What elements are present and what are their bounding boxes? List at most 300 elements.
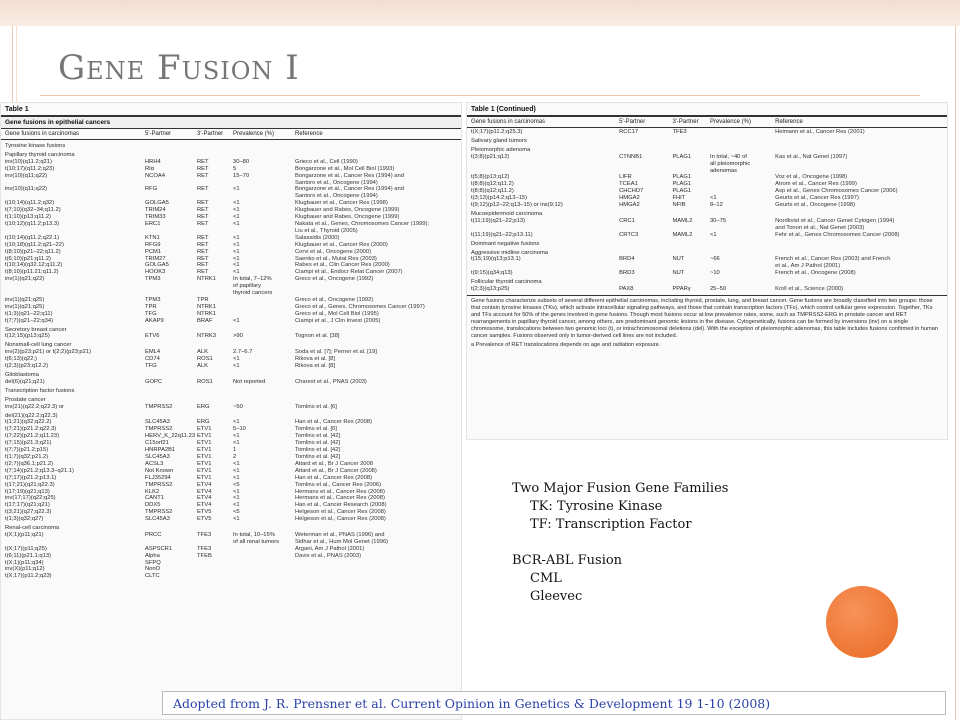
table-cell	[672, 263, 710, 270]
table-group-row	[471, 138, 943, 145]
table-cell: SLC45A3	[145, 516, 170, 523]
table-row	[471, 188, 943, 195]
table-cell: inv(1)(q21;q25)	[5, 303, 45, 310]
table-cell: <1	[709, 231, 717, 238]
table-cell	[233, 566, 295, 573]
table-cell: <1	[233, 363, 240, 370]
table-cell: <1	[233, 440, 240, 447]
table-cell: <1	[233, 269, 240, 276]
table-cell: Weterman et al., PNAS (1996) and	[295, 531, 385, 538]
table-row	[5, 221, 457, 228]
table-cell: PLAG1	[672, 188, 692, 195]
table-cell: Tomlins et al., Cancer Res (2006)	[295, 481, 382, 488]
table-row	[5, 560, 457, 567]
table-row	[471, 263, 943, 270]
table-cell: NUT	[672, 256, 685, 263]
right-table-body	[467, 128, 947, 293]
table-cell: RET	[197, 165, 209, 172]
table-row	[5, 532, 457, 539]
table-cell: t(1;3)(q32;q27)	[5, 516, 44, 523]
table-cell	[197, 539, 233, 546]
table-cell: t(6;10)(p21;q11.2)	[5, 255, 51, 262]
table-cell	[5, 539, 145, 546]
table-cell: Corvi et al., Oncogene (2000)	[295, 248, 372, 255]
table-cell: HMGA2	[619, 195, 640, 202]
table-cell: ALK	[197, 363, 208, 370]
table-cell: et al., Am J Pathol (2001)	[775, 263, 841, 270]
table-cell: Klugbauer et al., Cancer Res (1998)	[295, 200, 388, 207]
table-cell: CD74	[145, 356, 160, 363]
callout-line-cml: CML	[530, 571, 562, 586]
table-row	[5, 256, 457, 263]
table-cell: t(9;12)(p12–22;q13–15) or ins(9;12)	[471, 202, 563, 209]
table-cell: NFIB	[672, 202, 686, 209]
table-cell	[672, 161, 710, 168]
table-cell: adenomas	[709, 167, 738, 174]
left-table-body	[1, 140, 461, 580]
table-cell	[233, 560, 295, 567]
table-cell	[233, 573, 295, 580]
table-row	[5, 419, 457, 426]
table-cell: t(1;7)(q32;p21.2)	[5, 453, 49, 460]
table-cell	[471, 161, 619, 168]
table-cell: Argani, Am J Pathol (2001)	[295, 545, 365, 552]
table-cell: ERG	[197, 419, 210, 426]
table-cell	[619, 225, 672, 232]
table-group-label: Transcription factor fusions	[5, 387, 75, 394]
callout-line-gleevec: Gleevec	[530, 589, 583, 604]
table-row	[5, 566, 457, 573]
table-row	[5, 475, 457, 482]
table-row	[5, 249, 457, 256]
table-row	[5, 311, 457, 318]
table-cell	[233, 546, 295, 553]
table-cell: ROS1	[197, 356, 213, 363]
table-cell	[233, 193, 295, 200]
table-cell	[619, 263, 672, 270]
table-cell: TPM3	[145, 276, 161, 283]
column-header: 3'-Partner	[672, 119, 699, 125]
table-group-row	[5, 397, 457, 404]
table-cell: 30–80	[233, 158, 250, 165]
table-cell: 5–10	[233, 426, 246, 433]
table-cell: ETV1	[197, 426, 212, 433]
table-cell	[197, 180, 233, 187]
left-table-subtitle: Gene fusions in epithelial cancers	[1, 117, 461, 129]
column-header: Gene fusions in carcinomas	[5, 131, 80, 137]
table-group-label: Glioblastoma	[5, 372, 39, 378]
table-cell	[197, 228, 233, 235]
table-cell: <1	[233, 516, 240, 523]
table-cell: Bongarzone et al., Cancer Res (1994) and	[295, 172, 404, 179]
table-cell: t(5;8)(p13;q12)	[471, 174, 510, 181]
table-cell: Bongarzone et al., Cancer Res (1994) and	[295, 186, 404, 193]
right-table-panel	[466, 102, 948, 440]
table-row	[5, 482, 457, 489]
table-cell: Tomlins et al. [42]	[295, 453, 341, 460]
table-cell: Hermans et al., Cancer Res (2008)	[295, 495, 385, 502]
table-group-row	[5, 342, 457, 349]
table-row	[5, 516, 457, 523]
table-cell: t(8;10)(p11.21;q11.2)	[5, 269, 59, 276]
table-cell: Not Known	[145, 467, 174, 474]
table-cell	[197, 290, 233, 297]
table-cell: t(17;19)(q21;q13)	[5, 488, 50, 495]
table-cell: <5	[233, 481, 240, 488]
table-cell: KTN1	[145, 234, 160, 241]
table-row	[471, 195, 943, 202]
table-cell: RET	[197, 255, 209, 262]
table-row	[5, 193, 457, 200]
table-cell	[710, 129, 775, 136]
table-row	[5, 207, 457, 214]
table-cell: ETV1	[197, 440, 212, 447]
table-cell	[672, 225, 710, 232]
table-group-row	[471, 241, 943, 248]
table-row	[5, 426, 457, 433]
table-group-row	[5, 327, 457, 334]
callout-heading-families: Two Major Fusion Gene Families	[512, 481, 729, 496]
table-row	[5, 363, 457, 370]
table-cell: ETV1	[197, 467, 212, 474]
right-table-title: Table 1 (Continued)	[467, 103, 947, 117]
table-cell: TFG	[145, 363, 157, 370]
table-cell: t(10;17)(q11.2;q23)	[5, 165, 55, 172]
table-cell: t(X;17)(p11;q25)	[5, 545, 47, 552]
table-cell: TFG	[145, 310, 157, 317]
table-row	[471, 218, 943, 225]
table-cell: RET	[197, 248, 209, 255]
table-cell: ETV5	[197, 509, 212, 516]
table-cell: CLTC	[145, 573, 160, 580]
table-cell: Greco et al., Oncogene (1992)	[295, 296, 374, 303]
table-cell	[145, 539, 197, 546]
table-row	[5, 159, 457, 166]
table-row	[471, 202, 943, 209]
table-footnote: Gene fusions characterize subsets of several different epithelial carcinomas, including thyroid, prostate, lung, and breast cancer. Gene fusions are broadly classified into two groups: those that contain tyrosine kinases (TKs), which activate intracellular signaling pathways, and those that contain transcription factors (TFs), which control cellular gene expression. Together, TKs and TFs account for 50% of the genes involved in gene fusions. Though most fusions occur at low prevalence rates, some, such as TMPRSS2-ERG in prostate cancer and RET rearrangements in papillary thyroid cancer, among others, are predominant genomic lesions in the disease. Cytogenetically, fusions can be formed by inversions (inv) on a single chromosome, translocations between two genomic loci (t), or intrachromosomal deletions (del). With the exception of pleiomorphic adenomas, this table includes fusions confirmed in human cancer samples. Fusions observed only in tumor-derived cell lines are not included.	[467, 295, 947, 342]
table-cell: Atrom et al., Cancer Res (1999)	[775, 181, 857, 188]
table-cell	[145, 193, 197, 200]
table-cell: t(X;17)(p11.2;q23)	[5, 573, 52, 580]
table-cell: Han et al., Cancer Research (2008)	[295, 502, 387, 509]
table-cell: inv(17;17)(q22;q25)	[5, 495, 56, 502]
table-cell	[5, 290, 145, 297]
table-cell: Asp et al., Genes Chromosomes Cancer (2006)	[775, 188, 898, 195]
table-cell: NTRK1	[197, 276, 217, 283]
table-row	[5, 502, 457, 509]
table-cell: <1	[233, 488, 240, 495]
table-cell	[619, 161, 672, 168]
table-cell: ETV1	[197, 460, 212, 467]
table-cell: t(10;18)(q11.2;q21–22)	[5, 241, 64, 248]
table-group-row	[5, 143, 457, 150]
table-cell: t(17;21)(q21;q22.3)	[5, 481, 55, 488]
table-cell: TMPRSS2	[145, 426, 173, 433]
table-cell: t(7;17)(p21.2;p13.1)	[5, 474, 57, 481]
table-cell: Tomlins et al. [42]	[295, 447, 341, 454]
table-cell: t(11;19)(q21–22;p13)	[471, 217, 526, 224]
table-cell: t(2;3)(p23;q12.2)	[5, 363, 49, 370]
table-row	[5, 447, 457, 454]
table-cell: RIα	[145, 165, 155, 172]
table-cell	[197, 283, 233, 290]
table-cell: TFE3	[197, 545, 212, 552]
table-cell: inv(1)(q21;q25)	[5, 296, 45, 303]
table-cell: Greco et al., Oncogene (1992)	[295, 276, 374, 283]
table-row	[5, 297, 457, 304]
table-cell: TMPRSS2	[145, 403, 173, 410]
right-table-header-row	[467, 117, 947, 128]
table-row	[5, 166, 457, 173]
table-cell: t(8;10)(p21–22;q11.2)	[5, 248, 61, 255]
table-cell	[5, 228, 145, 235]
table-cell: Santoro et al., Oncogene (1994)	[295, 193, 378, 200]
callout-text-block	[512, 480, 728, 606]
table-cell	[775, 168, 943, 175]
table-row	[471, 129, 943, 136]
table-cell: t(11;19)(q21–22;p13.11)	[471, 231, 533, 238]
table-cell: BRAF	[197, 317, 213, 324]
table-cell: GOLGA5	[145, 262, 169, 269]
table-cell	[145, 290, 197, 297]
table-cell: t(1;21)(q32;q22.2)	[5, 419, 52, 426]
table-cell: <1	[709, 195, 717, 202]
table-row	[5, 356, 457, 363]
table-cell: CRC1	[619, 217, 635, 224]
table-row	[5, 235, 457, 242]
table-cell: 30–75	[709, 217, 727, 224]
table-row	[5, 461, 457, 468]
table-cell	[710, 263, 775, 270]
table-cell: HERV_K_22q11.23	[145, 433, 196, 440]
table-cell: t(7;15)(p21.3;q21)	[5, 440, 52, 447]
table-cell: Rikova et al. [8]	[295, 356, 335, 363]
table-cell: TRIM24	[145, 207, 166, 214]
table-cell: TFE3	[197, 531, 212, 538]
table-group-label: Dominant negative fusions	[471, 240, 540, 247]
table-cell: Sidhar et al., Hum Mol Genet (1996)	[295, 538, 389, 545]
column-header: 5'-Partner	[145, 131, 172, 137]
table-cell: HNRPA2B1	[145, 447, 176, 454]
table-cell	[5, 283, 145, 290]
table-cell	[233, 180, 295, 187]
table-cell: t(7;21)(p21.2;q22.3)	[5, 426, 57, 433]
table-cell: t(7;14)(p21.2;q13.3–q21.1)	[5, 467, 74, 474]
table-row	[5, 333, 457, 340]
column-header: Reference	[775, 119, 803, 125]
table-cell: Geurts et al., Cancer Res (1997)	[775, 195, 859, 202]
table-cell: NTRK1	[197, 310, 217, 317]
table-cell: Helgeson et al., Cancer Res (2008)	[295, 509, 386, 516]
table-group-label: Secretory breast cancer	[5, 326, 67, 333]
table-cell: TFEB	[197, 552, 212, 559]
table-cell: <1	[233, 214, 240, 221]
table-cell: ERC1	[145, 220, 161, 227]
table-cell: <1	[233, 241, 240, 248]
column-header: Gene fusions in carcinomas	[471, 119, 546, 125]
table-group-row	[5, 152, 457, 159]
table-cell: AKAP9	[145, 317, 164, 324]
table-row	[5, 200, 457, 207]
table-cell: TCEA1	[619, 181, 638, 188]
column-header: 3'-Partner	[197, 131, 224, 137]
table-group-row	[5, 525, 457, 532]
table-cell	[710, 225, 775, 232]
table-row	[5, 276, 457, 283]
table-cell: Ciampi et al., J Clin Invest (2005)	[295, 317, 381, 324]
table-cell: <1	[233, 186, 240, 193]
table-cell: <1	[233, 317, 240, 324]
table-row	[5, 318, 457, 325]
table-row	[471, 161, 943, 168]
table-cell: PCM1	[145, 248, 162, 255]
table-cell	[619, 168, 672, 175]
table-cell: Klugbauer et al., Cancer Res (2000)	[295, 241, 388, 248]
table-cell	[471, 168, 619, 175]
table-cell: t(10;14)(q11.2;q32)	[5, 200, 55, 207]
table-cell: Klugbauer and Rabes, Oncogene (1999)	[295, 214, 400, 221]
table-cell	[233, 311, 295, 318]
table-row	[5, 290, 457, 297]
table-cell: t(7;22)(p21.2;q11.23)	[5, 433, 60, 440]
table-cell: TRIM33	[145, 214, 166, 221]
table-cell: Rabes et al., Clin Cancer Res (2000)	[295, 262, 390, 269]
table-row	[5, 573, 457, 580]
table-cell: ETV1	[197, 474, 212, 481]
table-cell: RET	[197, 172, 209, 179]
table-cell: Voz et al., Oncogene (1998)	[775, 174, 848, 181]
column-header: Reference	[295, 131, 323, 137]
table-cell: Tognon et al. [38]	[295, 333, 340, 340]
table-row	[5, 173, 457, 180]
column-header: Prevalence (%)	[233, 131, 275, 137]
table-group-label: Tyrosine kinase fusions	[5, 143, 66, 149]
table-row	[5, 262, 457, 269]
table-cell: RET	[197, 207, 209, 214]
table-row	[5, 349, 457, 356]
table-cell: inv(1)(q21;q22)	[5, 276, 45, 283]
table-group-label: Nonsmall-cell lung cancer	[5, 342, 72, 349]
table-row	[5, 269, 457, 276]
table-cell: Geurts et al., Oncogene (1998)	[775, 202, 856, 209]
table-cell: RET	[197, 186, 209, 193]
table-group-row	[471, 147, 943, 154]
table-cell: ETV6	[145, 333, 160, 340]
table-cell: TMPRSS2	[145, 481, 173, 488]
table-group-label: Salivary gland tumors	[471, 137, 527, 144]
table-cell	[233, 297, 295, 304]
table-cell: and Tonon et al., Nat Genet (2003)	[775, 224, 865, 231]
table-cell: French et al., Cancer Res (2003) and French	[775, 256, 891, 263]
table-cell: Grieco et al., Cell (1990)	[295, 158, 358, 165]
table-row	[5, 546, 457, 553]
table-cell: RET	[197, 220, 209, 227]
table-group-label: Pleiomorphic adenoma	[471, 146, 531, 153]
table-row	[471, 154, 943, 161]
table-cell	[197, 573, 233, 580]
table-cell: SFPQ	[145, 559, 161, 566]
table-cell: t(12;15)(p13;q25)	[5, 333, 50, 340]
table-cell: French et al., Oncogene (2008)	[775, 270, 856, 277]
table-row	[5, 404, 457, 411]
table-cell: t(9;15)(q34;q13)	[471, 270, 513, 277]
table-cell: PAX8	[619, 286, 634, 293]
table-cell: inv(21)(q22.2;q22.3) or	[5, 403, 64, 410]
table-cell	[710, 181, 775, 188]
table-cell: <1	[233, 207, 240, 214]
table-cell: <1	[233, 467, 240, 474]
table-cell: inv(10)(q11;q22)	[5, 172, 48, 179]
table-cell: NonO	[145, 566, 161, 573]
table-cell: Klugbauer and Rabes, Oncogene (1999)	[295, 207, 400, 214]
table-cell: ETV5	[197, 516, 212, 523]
table-cell: 1	[233, 447, 237, 454]
table-cell: NTRK1	[197, 303, 217, 310]
table-cell: MAML2	[672, 217, 693, 224]
table-cell	[295, 283, 455, 290]
table-cell	[145, 228, 197, 235]
table-cell: Kroll et al., Science (2000)	[775, 286, 844, 293]
table-group-label: Aggressive midline carcinoma	[471, 249, 549, 256]
table-cell	[233, 228, 295, 235]
table-row	[5, 283, 457, 290]
table-cell: HOOK3	[145, 269, 166, 276]
table-cell: MAML2	[672, 231, 693, 238]
callout-spacer	[512, 534, 728, 552]
table-cell: t(X;1)(p11;q34)	[5, 559, 44, 566]
table-cell: t(8;8)(q12;q11.2)	[471, 181, 514, 188]
table-group-row	[471, 279, 943, 286]
table-cell: inv(X)(p11;q12)	[5, 566, 45, 573]
table-cell: t(7;7)(p21.2;p15)	[5, 447, 49, 454]
table-cell: RET	[197, 158, 209, 165]
table-cell: <1	[233, 495, 240, 502]
table-cell: TRIM27	[145, 255, 166, 262]
left-table-panel	[0, 102, 462, 720]
table-cell: In total, 10–15%	[233, 531, 275, 538]
table-cell	[295, 290, 455, 297]
table-cell: t(10;14)(q32.12;q11.2)	[5, 262, 63, 269]
table-cell: ETV4	[197, 502, 212, 509]
table-row	[471, 174, 943, 181]
table-cell: t(6;11)(p21.1;q13)	[5, 552, 51, 559]
table-cell: <1	[233, 502, 240, 509]
table-group-row	[471, 211, 943, 218]
table-row	[5, 304, 457, 311]
table-cell: ETV1	[197, 453, 212, 460]
table-cell: ETV1	[197, 447, 212, 454]
table-row	[5, 495, 457, 502]
table-cell: Nakata et al., Genes, Chromosomes Cancer (1999);	[295, 220, 430, 227]
table-cell: Tomlins et al. [42]	[295, 433, 341, 440]
table-cell: ACSL3	[145, 460, 164, 467]
table-row	[5, 468, 457, 475]
table-cell	[710, 174, 775, 181]
table-row	[5, 242, 457, 249]
table-cell: Charest et al., PNAS (2003)	[295, 378, 367, 385]
table-cell: NCOA4	[145, 172, 165, 179]
table-cell: Han et al., Cancer Res (2008)	[295, 419, 373, 426]
table-cell: <1	[233, 262, 240, 269]
table-cell: Liu et al., Thyroid (2005)	[295, 227, 358, 234]
table-cell: RET	[197, 262, 209, 269]
table-cell: RFG9	[145, 241, 161, 248]
table-cell: RET	[197, 200, 209, 207]
table-cell: 5	[233, 165, 237, 172]
table-cell: Davis et al., PNAS (2003)	[295, 552, 362, 559]
table-cell: ETV4	[197, 488, 212, 495]
callout-heading-bcr-abl: BCR-ABL Fusion	[512, 553, 623, 568]
